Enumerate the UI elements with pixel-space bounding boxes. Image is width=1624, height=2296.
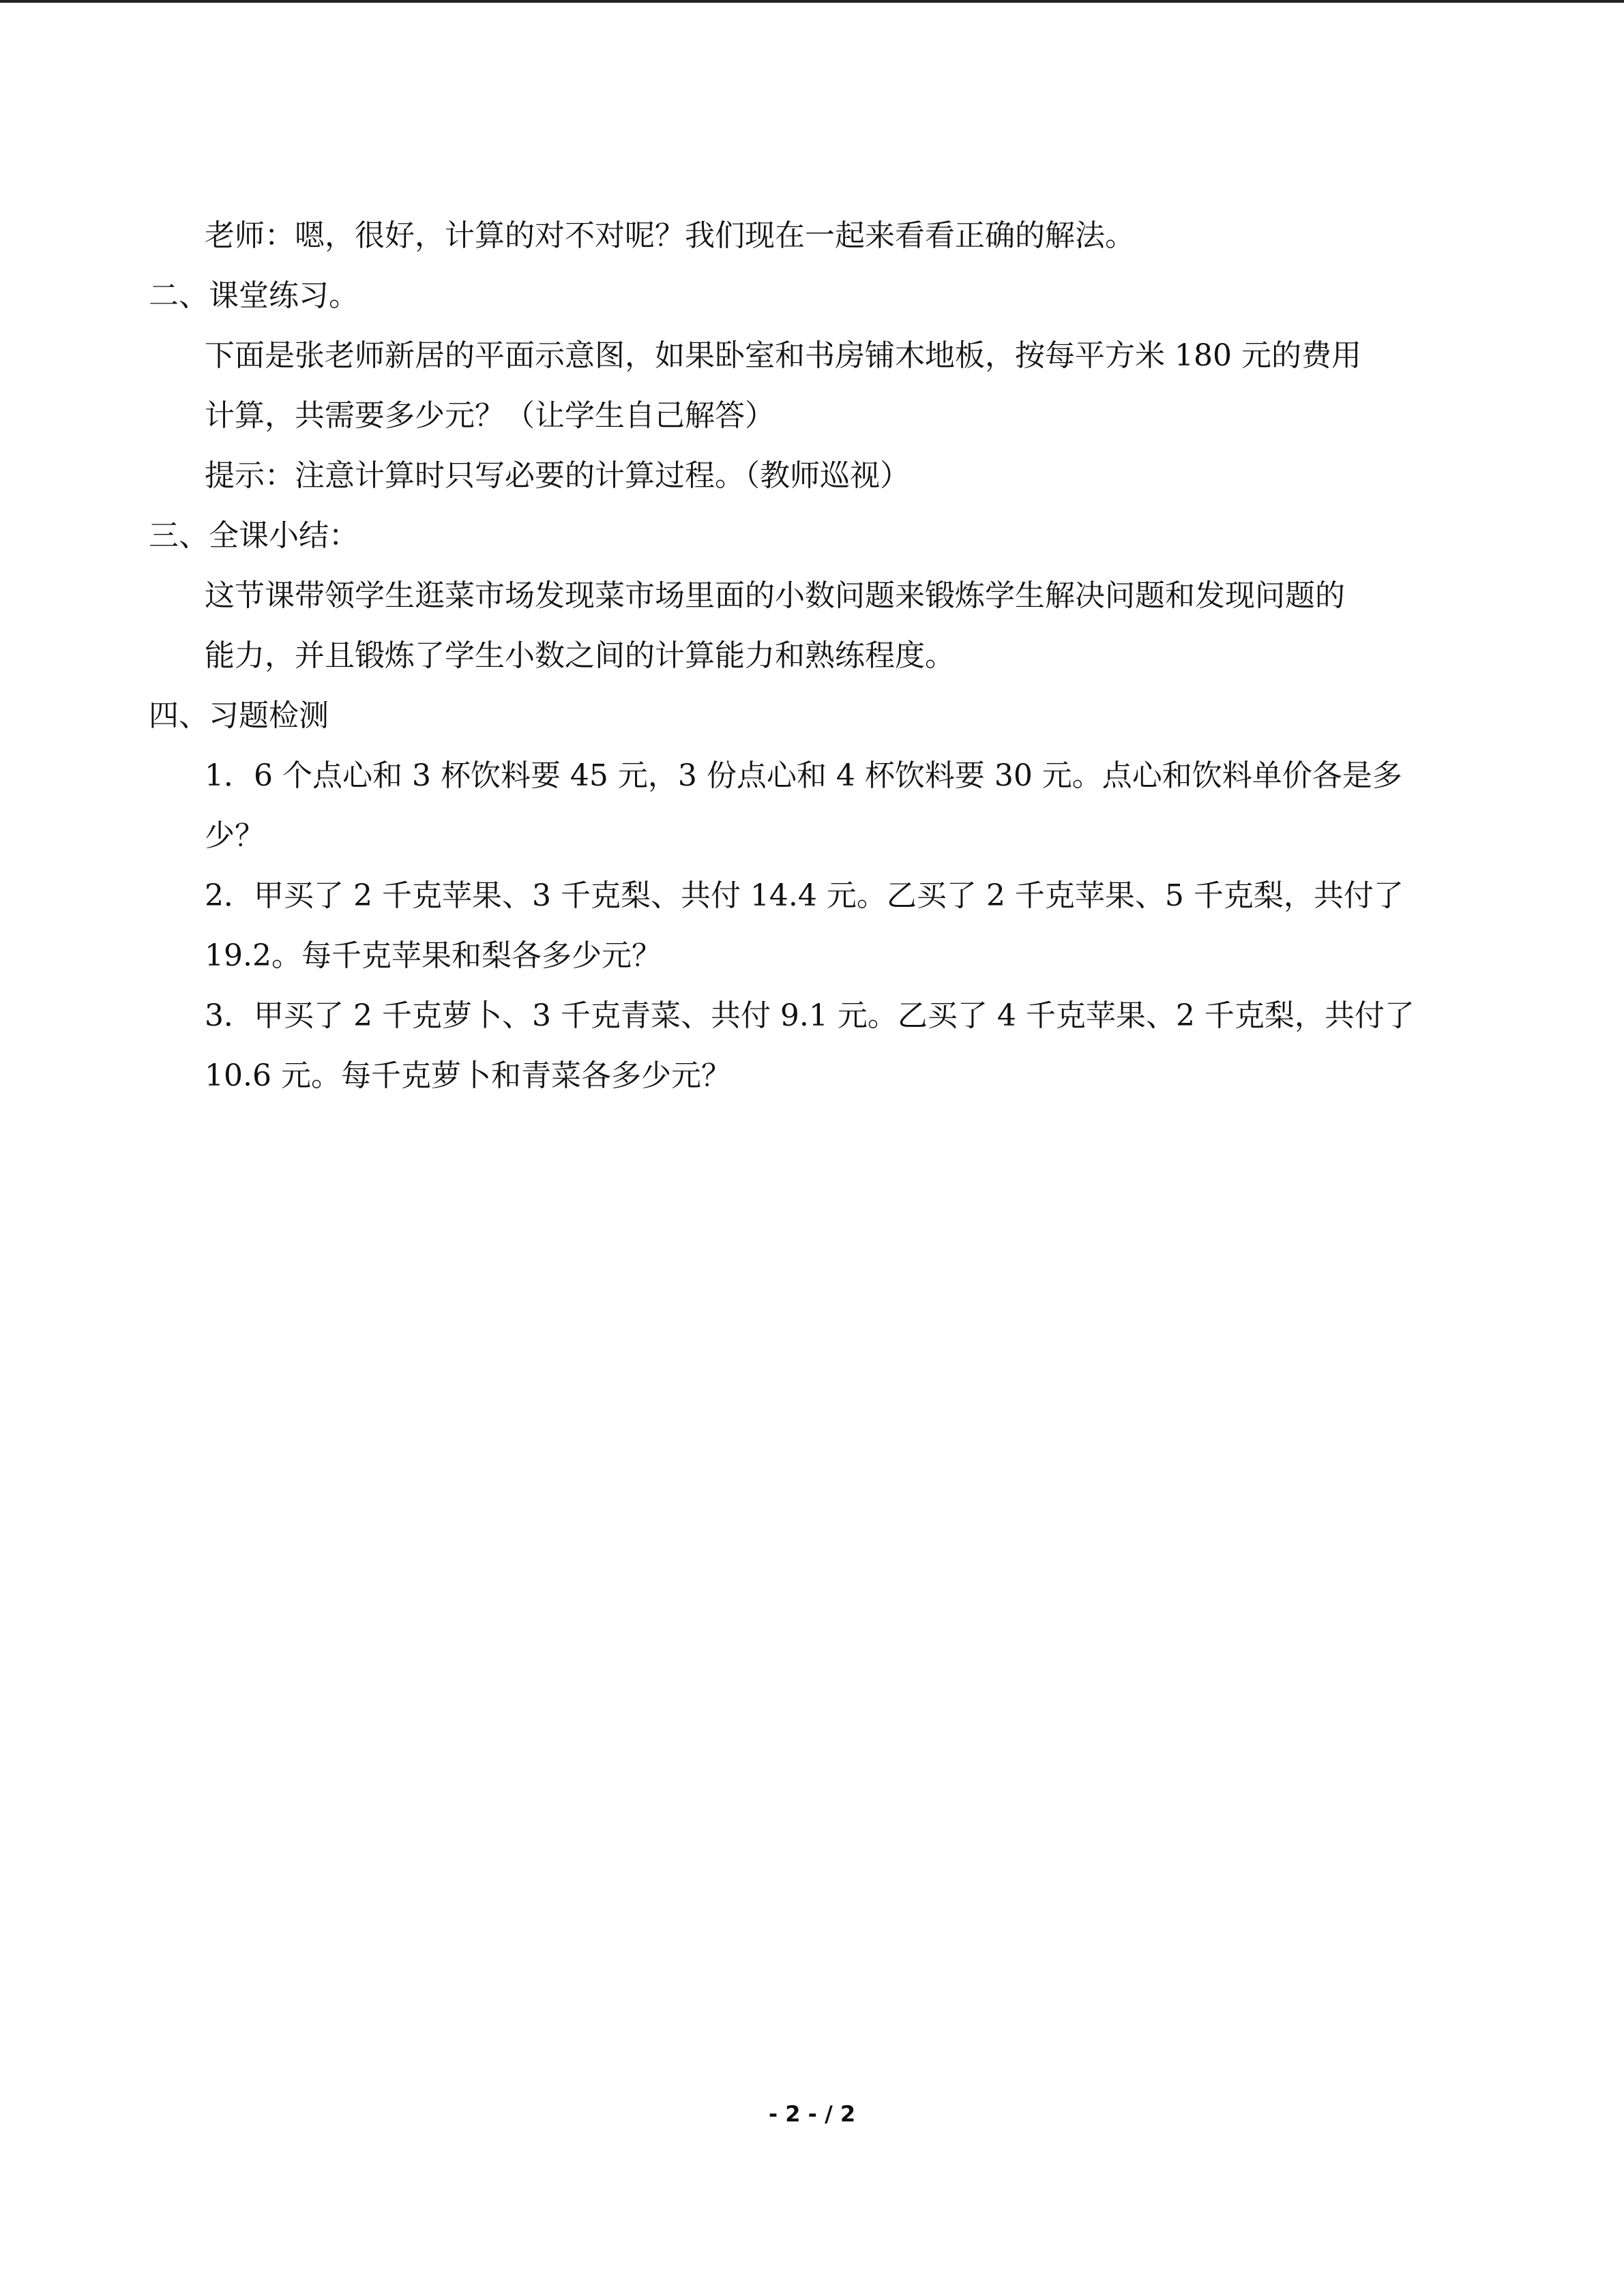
exercise-line: 1．6 个点心和 3 杯饮料要 45 元，3 份点心和 4 杯饮料要 30 元。点心和饮料单价各是多 [205,758,1402,793]
section-heading-exercises: 四、习题检测 [149,698,329,733]
practice-hint-line: 提示：注意计算时只写必要的计算过程。（教师巡视） [205,458,910,493]
exercise-line: 19.2。每千克苹果和梨各多少元？ [205,938,662,973]
summary-body-line: 能力，并且锻炼了学生小数之间的计算能力和熟练程度。 [205,638,955,673]
exercise-line: 3．甲买了 2 千克萝卜、3 千克青菜、共付 9.1 元。乙买了 4 千克苹果、2 千克梨，共付了 [205,998,1415,1033]
exercise-line: 少？ [205,818,265,853]
page-number: - 2 - / 2 [768,2101,856,2127]
summary-body-line: 这节课带领学生逛菜市场发现菜市场里面的小数问题来锻炼学生解决问题和发现问题的 [205,578,1345,613]
section-heading-practice: 二、课堂练习。 [149,278,359,313]
top-border-rule [0,0,1624,3]
section-heading-summary: 三、全课小结： [149,518,359,553]
exercise-line: 2．甲买了 2 千克苹果、3 千克梨、共付 14.4 元。乙买了 2 千克苹果、5 千克梨，共付了 [205,878,1404,913]
exercise-line: 10.6 元。每千克萝卜和青菜各多少元？ [205,1058,731,1093]
practice-body-line: 下面是张老师新居的平面示意图，如果卧室和书房铺木地板，按每平方米 180 元的费用 [205,338,1361,373]
teacher-dialogue-line: 老师：嗯，很好，计算的对不对呢？我们现在一起来看看正确的解法。 [205,218,1135,253]
practice-body-line: 计算，共需要多少元？（让学生自己解答） [205,398,775,433]
